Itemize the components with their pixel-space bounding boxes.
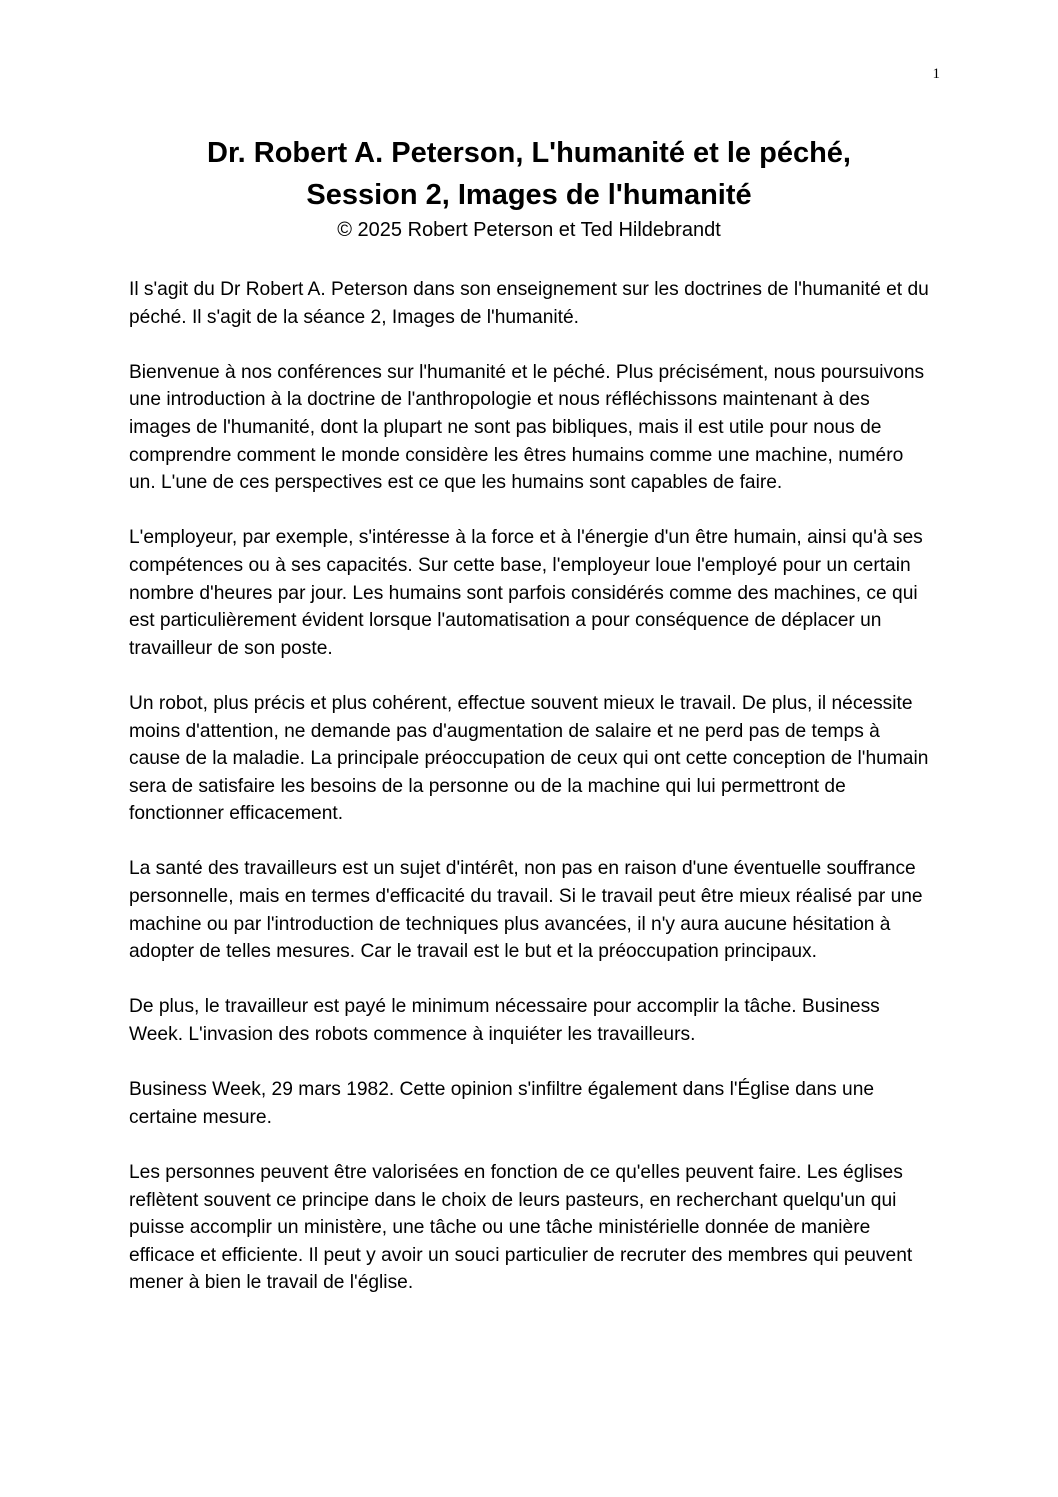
copyright-notice: © 2025 Robert Peterson et Ted Hildebrandt bbox=[337, 219, 721, 241]
paragraph: La santé des travailleurs est un sujet d'intérêt, non pas en raison d'une éventuelle souffrance personnelle, mais en termes d'efficacité du travail. Si le travail peut être mieux réalisé par une machine ou par l'introduction de techniques plus avancées, il n'y aura aucune hésitation à adopter de telles mesures. Car le travail est le but et la préoccupation principaux. bbox=[129, 858, 923, 963]
paragraph: Business Week, 29 mars 1982. Cette opinion s'infiltre également dans l'Église dans une certaine mesure. bbox=[129, 1079, 875, 1128]
paragraph: Les personnes peuvent être valorisées en fonction de ce qu'elles peuvent faire. Les églises reflètent souvent ce principe dans le choix de leurs pasteurs, en recherchant quelqu'un qui puisse accomplir un ministère, une tâche ou une tâche ministérielle donnée de manière efficace et efficiente. Il peut y avoir un souci particulier de recruter des membres qui peuvent mener à bien le travail de l'église. bbox=[129, 1162, 913, 1294]
title-line-1: Dr. Robert A. Peterson, L'humanité et le péché, bbox=[207, 137, 851, 169]
paragraph: De plus, le travailleur est payé le minimum nécessaire pour accomplir la tâche. Business Week. L'invasion des robots commence à inquiéter les travailleurs. bbox=[129, 996, 880, 1046]
document-body bbox=[129, 276, 929, 1325]
paragraph: Bienvenue à nos conférences sur l'humanité et le péché. Plus précisément, nous poursuivons une introduction à la doctrine de l'anthropologie et nous réfléchissons maintenant à des images de l'humanité, dont la plupart ne sont pas bibliques, mais il est utile pour nous de comprendre comment le monde considère les êtres humains comme une machine, numéro un. L'une de ces perspectives est ce que les humains sont capables de faire. bbox=[129, 361, 925, 494]
paragraph: L'employeur, par exemple, s'intéresse à la force et à l'énergie d'un être humain, ainsi qu'à ses compétences ou à ses capacités. Sur cette base, l'employeur loue l'employé pour un certain nombre d'heures par jour. Les humains sont parfois considérés comme des machines, ce qui est particulièrement évident lorsque l'automatisation a pour conséquence de déplacer un travailleur de son poste. bbox=[129, 527, 923, 659]
paragraph: Il s'agit du Dr Robert A. Peterson dans son enseignement sur les doctrines de l'humanité et du péché. Il s'agit de la séance 2, Images de l'humanité. bbox=[129, 279, 929, 328]
paragraph: Un robot, plus précis et plus cohérent, effectue souvent mieux le travail. De plus, il nécessite moins d'attention, ne demande pas d'augmentation de salaire et ne perd pas de temps à cause de la maladie. La principale préoccupation de ceux qui ont cette conception de l'humain sera de satisfaire les besoins de la personne ou de la machine qui lui permettront de fonctionner efficacement. bbox=[129, 692, 929, 825]
page-number: 1 bbox=[932, 66, 940, 82]
title-line-2: Session 2, Images de l'humanité bbox=[306, 179, 752, 211]
document-header bbox=[100, 132, 958, 244]
